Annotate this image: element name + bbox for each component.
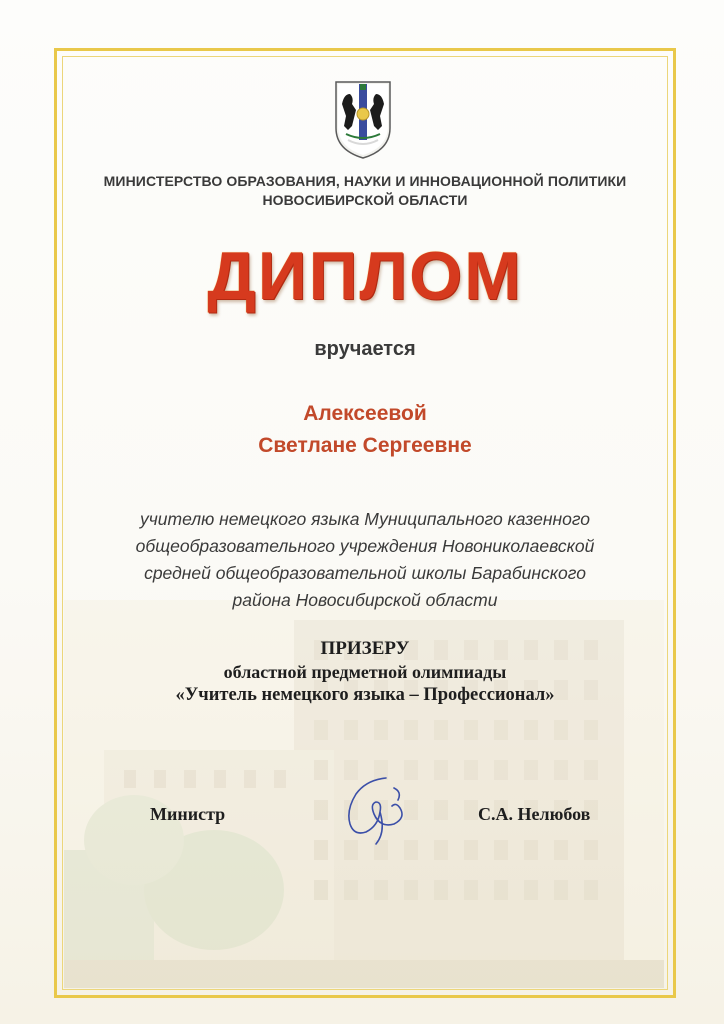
recipient-name	[60, 398, 670, 462]
ministry-line-2: НОВОСИБИРСКОЙ ОБЛАСТИ	[262, 192, 468, 208]
awarded-text: вручается	[314, 338, 416, 360]
recipient-surname: Алексеевой	[303, 402, 427, 425]
ministry-heading	[60, 172, 670, 210]
signatory-name: С.А. Нелюбов	[478, 804, 591, 824]
novosibirsk-coat-of-arms-icon	[330, 76, 396, 160]
position-line: средней общеобразовательной школы Барабинского	[144, 563, 586, 583]
position-line: учителю немецкого языка Муниципального казенного	[139, 509, 590, 529]
prize-olympiad-title: «Учитель немецкого языка – Профессионал»	[175, 685, 555, 705]
recipient-position	[80, 506, 650, 614]
ministry-line-1: МИНИСТЕРСТВО ОБРАЗОВАНИЯ, НАУКИ И ИННОВАЦИОННОЙ ПОЛИТИКИ	[103, 173, 627, 189]
position-line: общеобразовательного учреждения Новониколаевской	[135, 536, 595, 556]
signatory-role: Министр	[150, 804, 226, 824]
prize-label: ПРИЗЕРУ	[320, 638, 410, 659]
diploma-title: ДИПЛОМ	[207, 238, 523, 314]
position-line: района Новосибирской области	[232, 590, 498, 610]
prize-olympiad: областной предметной олимпиады	[223, 662, 507, 682]
handwritten-signature	[336, 772, 422, 846]
recipient-given-names: Светлане Сергеевне	[258, 434, 472, 457]
prize-block	[60, 636, 670, 707]
